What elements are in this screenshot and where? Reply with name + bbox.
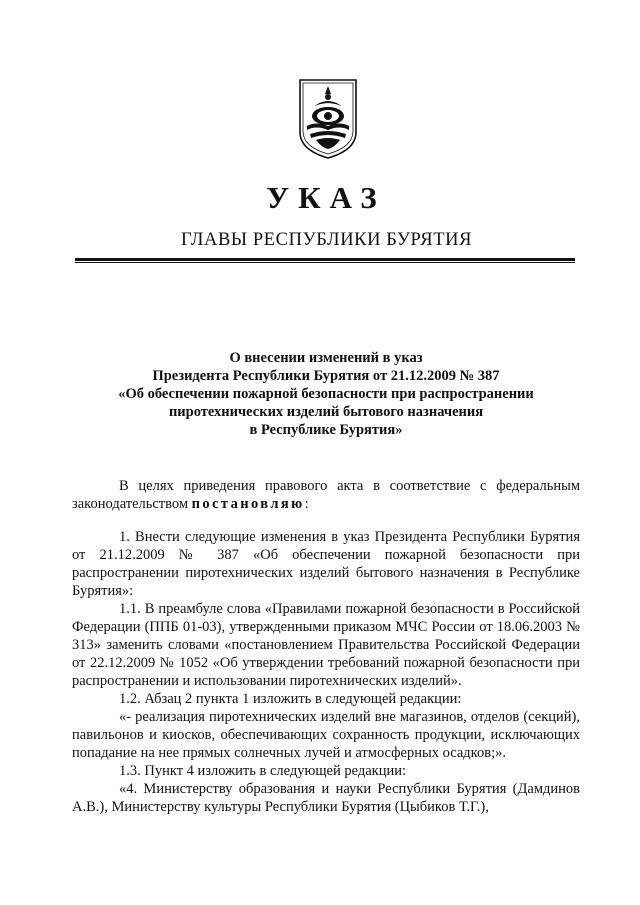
body-paragraph: «- реализация пиротехнических изделий вне магазинов, отделов (секций), павильонов и киосков, обеспечивающих сохранность продукции, исключающих попадание на нее прямых солнечных лучей и атмосферных осадков;». [72, 709, 580, 761]
preamble-paragraph [72, 477, 580, 513]
title-line: «Об обеспечении пожарной безопасности при распространении [118, 386, 534, 402]
title-line: пиротехнических изделий бытового назначения [168, 404, 484, 420]
decree-word: постановляю [191, 496, 305, 512]
body-paragraph: 1.1. В преамбуле слова «Правилами пожарной безопасности в Российской Федерации (ППБ 01-03), утвержденными приказом МЧС России от 18.06.2003 № 313» заменить словами «постановлением Правительства Российской Федерации от 22.12.2009 № 1052 «Об утверждении требований пожарной безопасности при распространении и использовании пиротехнических изделий». [72, 601, 580, 689]
coat-of-arms-icon [296, 74, 360, 160]
document-body [72, 477, 580, 816]
document-title [70, 349, 582, 439]
body-paragraph: 1. Внести следующие изменения в указ Президента Республики Бурятия от 21.12.2009 № 387 «Об обеспечении пожарной безопасности при распространении пиротехнических изделий бытового назначения в Республике Бурятия»: [72, 529, 580, 599]
body-paragraph: «4. Министерству образования и науки Республики Бурятия (Дамдинов А.В.), Министерству культуры Республики Бурятия (Цыбиков Т.Г.), [72, 781, 580, 815]
document-type-heading: УКАЗ [266, 180, 386, 215]
title-line: Президента Республики Бурятия от 21.12.2009 № 387 [152, 368, 500, 384]
preamble-text: В целях приведения правового акта в соответствие с федеральным законодательством [72, 478, 580, 512]
body-paragraph: 1.3. Пункт 4 изложить в следующей редакции: [119, 763, 407, 779]
issuing-authority: ГЛАВЫ РЕСПУБЛИКИ БУРЯТИЯ [180, 230, 473, 250]
title-line: О внесении изменений в указ [229, 350, 423, 366]
preamble-end: : [304, 496, 309, 512]
header-rule-thin [75, 262, 575, 263]
title-line: в Республике Бурятия» [249, 422, 403, 438]
header-rule-thick [75, 258, 575, 261]
body-paragraph: 1.2. Абзац 2 пункта 1 изложить в следующей редакции: [119, 691, 462, 707]
